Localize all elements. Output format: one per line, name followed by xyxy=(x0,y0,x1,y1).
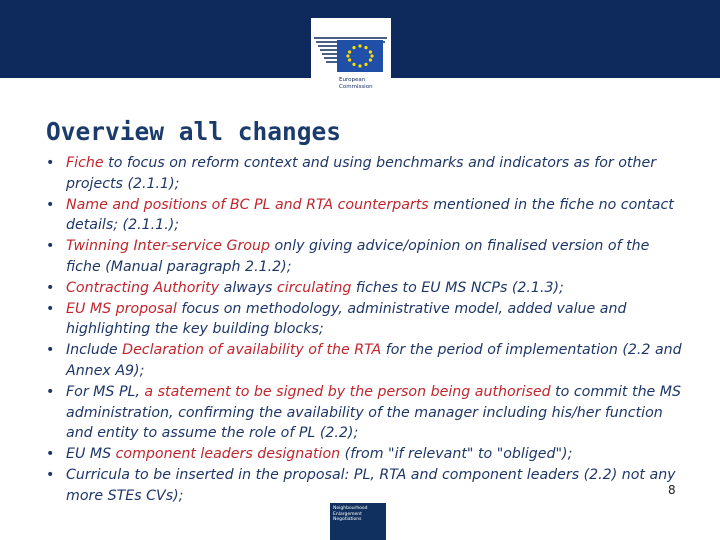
bullet-text: to focus on reform context and using benchmarks and indicators as for other projects (2.1.1); xyxy=(66,155,657,192)
highlighted-text: a statement to be signed by the person being authorised xyxy=(144,383,551,400)
bullet-item xyxy=(46,444,686,465)
bullet-dot-icon: • xyxy=(46,196,55,213)
bullet-text: only giving advice/opinion on finalised version of the fiche (Manual paragraph 2.1.2); xyxy=(66,238,650,275)
bullet-item xyxy=(46,153,686,195)
bullet-text: focus on methodology, administrative model, added value and highlighting the key building blocks; xyxy=(66,300,627,338)
footer-logo-line3: Negotiations xyxy=(333,517,362,523)
bullet-item xyxy=(46,299,686,341)
footer-logo-line1: Neighbourhood xyxy=(333,506,368,511)
bullet-text: EU MS xyxy=(66,446,116,463)
page-number: 8 xyxy=(668,483,676,497)
highlighted-text: circulating xyxy=(276,279,352,296)
logo-caption-line1: European xyxy=(339,77,366,83)
highlighted-text: Fiche xyxy=(66,155,104,171)
bullet-item xyxy=(46,195,686,237)
highlighted-text: EU MS proposal xyxy=(66,300,177,317)
bullet-dot-icon: • xyxy=(46,446,55,463)
bullet-dot-icon: • xyxy=(46,383,55,400)
bullet-text: Include xyxy=(66,342,123,359)
eu-flag-icon xyxy=(337,40,383,72)
bullet-list xyxy=(46,153,686,507)
footer-logo-caption xyxy=(333,506,368,523)
bullet-item xyxy=(46,465,686,507)
highlighted-text: Name and positions of BC PL and RTA counterparts xyxy=(66,196,429,213)
bullet-item xyxy=(46,340,686,382)
highlighted-text: Twinning Inter-service Group xyxy=(66,238,270,255)
bullet-dot-icon: • xyxy=(46,342,55,359)
eu-stars-icon xyxy=(337,40,383,72)
bullet-text: fiches to EU MS NCPs (2.1.3); xyxy=(351,279,564,296)
slide-title: Overview all changes xyxy=(46,117,342,146)
bullet-text: mentioned in the fiche no contact details; (2.1.1.); xyxy=(66,196,674,234)
bullet-text: For MS PL, xyxy=(66,383,145,400)
logo-caption-line2: Commission xyxy=(339,84,373,90)
bullet-text: always xyxy=(219,279,277,296)
bullet-item xyxy=(46,278,686,299)
bullet-item xyxy=(46,382,686,444)
bullet-dot-icon: • xyxy=(46,155,55,171)
highlighted-text: component leaders designation xyxy=(115,446,341,463)
bullet-dot-icon: • xyxy=(46,238,55,255)
bullet-text: (from "if relevant" to "obliged"); xyxy=(340,446,573,463)
highlighted-text: Contracting Authority xyxy=(66,279,220,296)
footer-logo-line2: Enlargement xyxy=(333,511,362,517)
highlighted-text: Declaration of availability of the RTA xyxy=(122,342,382,359)
bullet-dot-icon: • xyxy=(46,466,55,483)
bullet-dot-icon: • xyxy=(46,300,55,317)
bullet-text: to commit the MS administration, confirming the availability of the manager including his/her function and entity to assume the role of PL (2.2); xyxy=(66,383,682,442)
bullet-text: Curricula to be inserted in the proposal: PL, RTA and component leaders (2.2) not any more STEs CVs); xyxy=(66,466,676,504)
bullet-text: for the period of implementation (2.2 and Annex A9); xyxy=(66,342,682,379)
logo-caption xyxy=(339,77,373,91)
bullet-dot-icon: • xyxy=(46,279,55,296)
bullet-item xyxy=(46,236,686,278)
